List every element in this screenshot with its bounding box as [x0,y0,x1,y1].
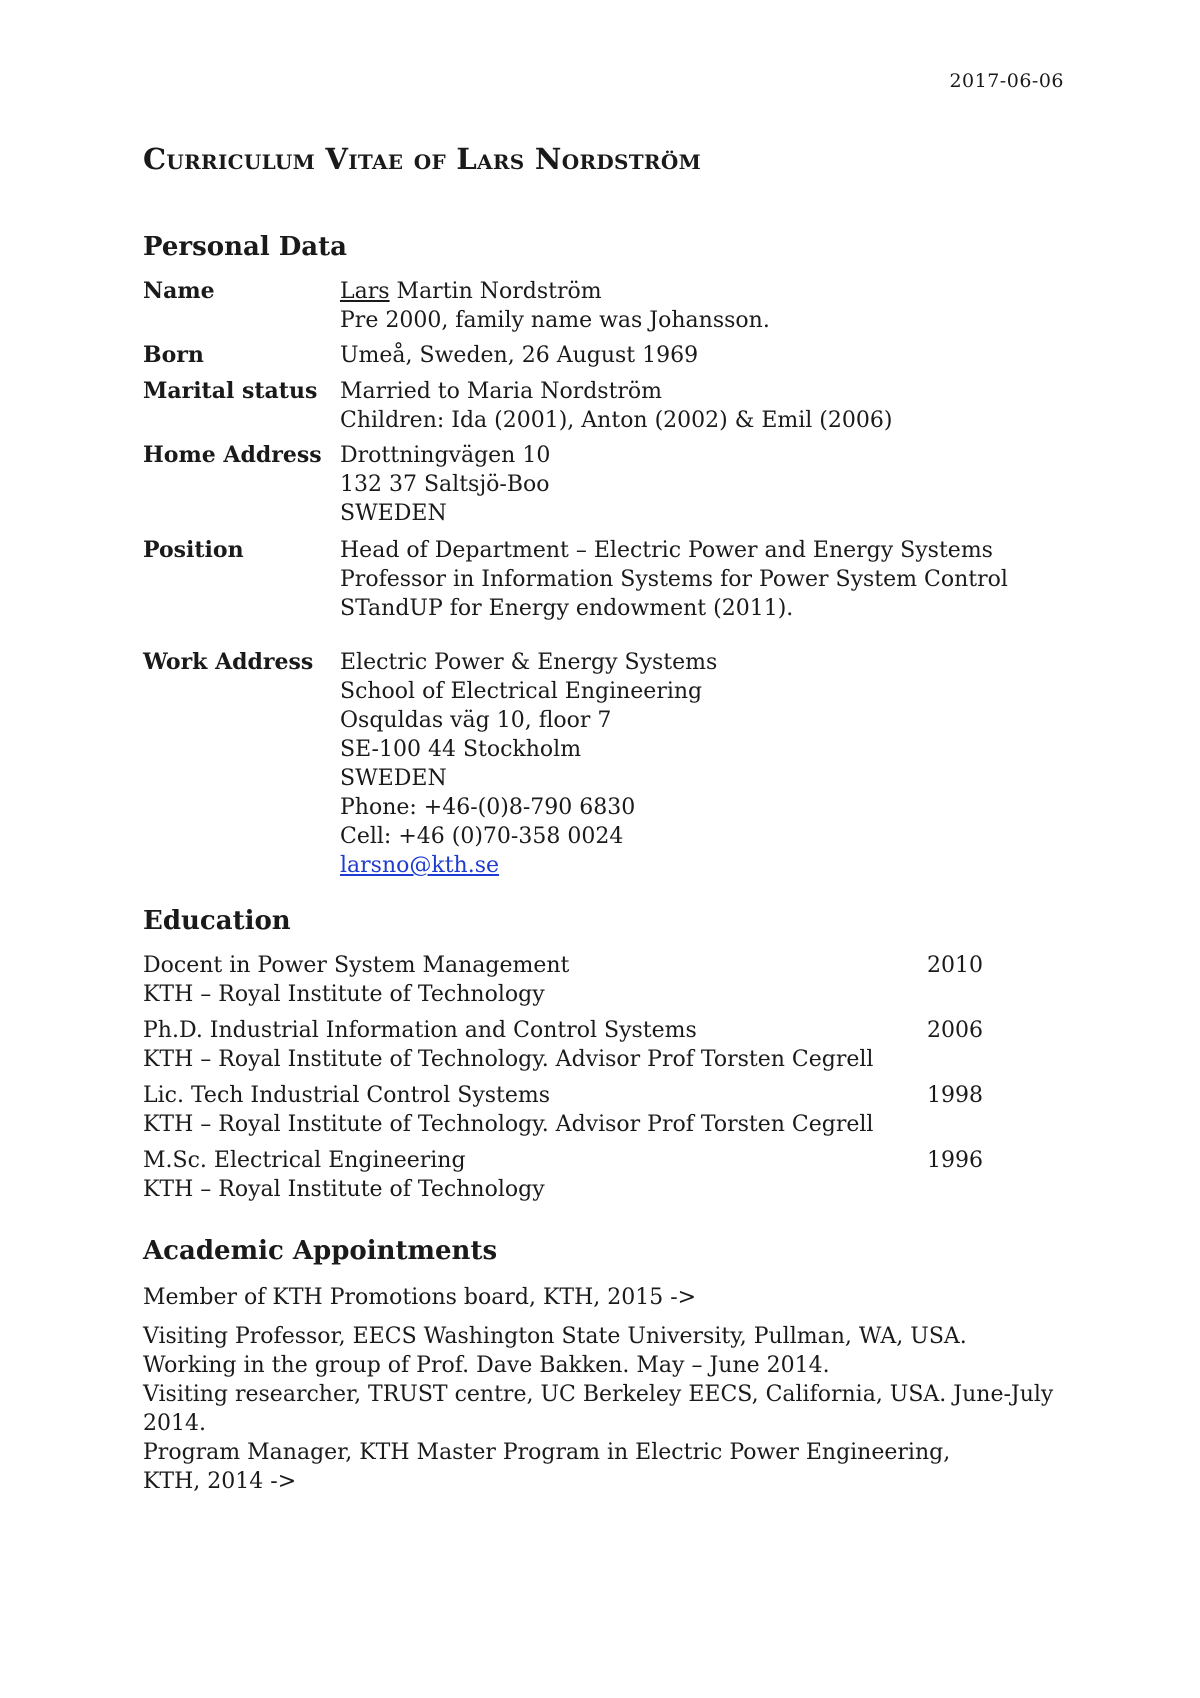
education-item [143,1016,983,1074]
position-line-2: Professor in Information Systems for Power System Control [340,567,1008,592]
home-line-1: Drottningvägen 10 [340,443,551,468]
education-degree: Ph.D. Industrial Information and Control Systems [143,1018,697,1043]
academic-line: Visiting Professor, EECS Washington State University, Pullman, WA, USA. [143,1324,967,1349]
education-year: 1996 [927,1148,983,1173]
marital-line-1: Married to Maria Nordström [340,379,663,404]
education-institution: KTH – Royal Institute of Technology [143,1177,545,1202]
education-item [143,951,983,1009]
home-line-3: SWEDEN [340,501,447,526]
education-item [143,1146,983,1204]
document-date: 2017-06-06 [949,70,1064,92]
marital-label: Marital status [143,378,318,404]
education-year: 2010 [927,953,983,978]
born-value [340,341,1060,370]
section-heading-education: Education [143,906,291,936]
work-phone: Phone: +46-(0)8-790 6830 [340,795,636,820]
work-address-label: Work Address [143,649,314,675]
position-value [340,536,1060,623]
home-address-label: Home Address [143,442,322,468]
education-institution: KTH – Royal Institute of Technology [143,982,545,1007]
work-line-1: Electric Power & Energy Systems [340,650,718,675]
born-label: Born [143,342,204,368]
name-label: Name [143,278,215,304]
rest-name: Martin Nordström [389,279,602,304]
education-degree: M.Sc. Electrical Engineering [143,1148,466,1173]
education-year: 2006 [927,1018,983,1043]
academic-line: KTH, 2014 -> [143,1469,297,1494]
document-title: Curriculum Vitae of Lars Nordström [143,142,702,176]
work-address-value [340,648,1060,880]
education-degree: Docent in Power System Management [143,953,570,978]
work-line-2: School of Electrical Engineering [340,679,703,704]
education-item [143,1081,983,1139]
section-heading-personal-data: Personal Data [143,232,348,262]
work-line-3: Osquldas väg 10, floor 7 [340,708,612,733]
position-line-3: STandUP for Energy endowment (2011). [340,596,794,621]
work-cell: Cell: +46 (0)70-358 0024 [340,824,624,849]
email-link[interactable]: larsno@kth.se [340,853,500,878]
education-year: 1998 [927,1083,983,1108]
academic-entry-visiting [143,1322,1054,1496]
marital-value [340,377,1060,435]
academic-entry-promotions-board [143,1283,1043,1312]
work-line-4: SE-100 44 Stockholm [340,737,582,762]
first-name: Lars [340,279,390,304]
section-heading-academic-appointments: Academic Appointments [143,1236,498,1266]
marital-line-2: Children: Ida (2001), Anton (2002) & Emil (2006) [340,408,893,433]
position-line-1: Head of Department – Electric Power and Energy Systems [340,538,993,563]
education-institution: KTH – Royal Institute of Technology. Advisor Prof Torsten Cegrell [143,1112,874,1137]
academic-line: Member of KTH Promotions board, KTH, 2015 -> [143,1285,697,1310]
born-text: Umeå, Sweden, 26 August 1969 [340,343,699,368]
home-line-2: 132 37 Saltsjö-Boo [340,472,550,497]
education-institution: KTH – Royal Institute of Technology. Advisor Prof Torsten Cegrell [143,1047,874,1072]
academic-line: Visiting researcher, TRUST centre, UC Berkeley EECS, California, USA. June-July [143,1382,1054,1407]
home-address-value [340,441,1060,528]
name-note: Pre 2000, family name was Johansson. [340,308,770,333]
work-line-5: SWEDEN [340,766,447,791]
education-degree: Lic. Tech Industrial Control Systems [143,1083,551,1108]
academic-line: 2014. [143,1411,206,1436]
full-name [340,277,1060,306]
academic-line: Program Manager, KTH Master Program in Electric Power Engineering, [143,1440,951,1465]
academic-line: Working in the group of Prof. Dave Bakken. May – June 2014. [143,1353,830,1378]
position-label: Position [143,537,244,563]
name-value [340,277,1060,335]
